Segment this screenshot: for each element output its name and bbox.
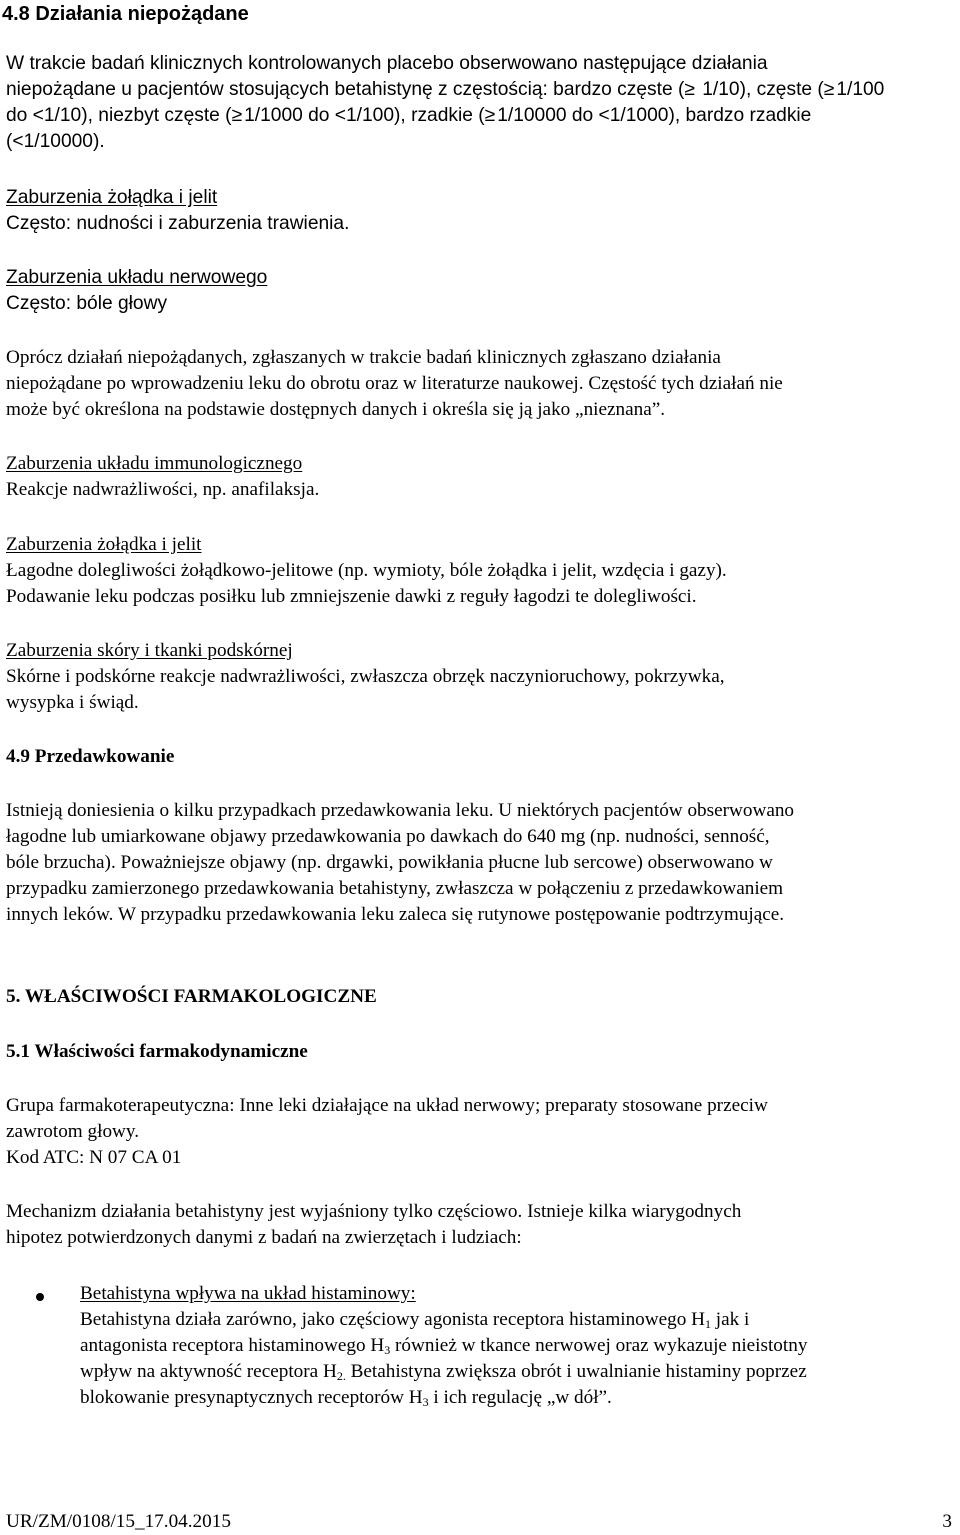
- overdose-line-1: Istnieją doniesienia o kilku przypadkach przedawkowania leku. U niektórych pacjentów obserwowano: [6, 800, 795, 821]
- overdose-line-5: innych leków. W przypadku przedawkowania leku zaleca się rutynowe postępowanie podtrzymujące.: [6, 904, 785, 925]
- nervous-heading: Zaburzenia układu nerwowego: [6, 267, 268, 288]
- group-line-1: Grupa farmakoterapeutyczna: Inne leki działające na układ nerwowy; preparaty stosowane przeciw: [6, 1095, 768, 1116]
- skin-heading: Zaburzenia skóry i tkanki podskórnej: [6, 640, 293, 661]
- post-intro-line-2: niepożądane po wprowadzeniu leku do obrotu oraz w literaturze naukowej. Częstość tych działań nie: [6, 373, 783, 394]
- immuno-text: Reakcje nadwrażliwości, np. anafilaksja.: [6, 479, 320, 500]
- gi-text: Często: nudności i zaburzenia trawienia.: [6, 213, 350, 234]
- bullet-line-3: wpływ na aktywność receptora $H_{2.}$ Betahistyna zwiększa obrót i uwalnianie histaminy poprzez: [80, 1361, 807, 1383]
- skin-text-line-2: wysypka i świąd.: [6, 692, 139, 713]
- bullet-line-4: blokowanie presynaptycznych receptorów $H_3$ i ich regulację „w dół”.: [80, 1387, 612, 1409]
- bullet-dot-icon: [36, 1293, 44, 1301]
- bullet-line-1: Betahistyna działa zarówno, jako częściowy agonista receptora histaminowego $H_1$ jak i: [80, 1309, 750, 1331]
- bullet-heading: Betahistyna wpływa na układ histaminowy:: [80, 1283, 416, 1304]
- mechanism-line-1: Mechanizm działania betahistyny jest wyjaśniony tylko częściowo. Istnieje kilka wiarygodnych: [6, 1201, 742, 1222]
- immuno-heading: Zaburzenia układu immunologicznego: [6, 453, 303, 474]
- gi2-text-line-2: Podawanie leku podczas posiłku lub zmniejszenie dawki z reguły łagodzi te dolegliwości.: [6, 586, 697, 607]
- overdose-line-2: łagodne lub umiarkowane objawy przedawkowania po dawkach do 640 mg (np. nudności, senność,: [6, 826, 770, 847]
- atc-code: Kod ATC: N 07 CA 01: [6, 1147, 182, 1168]
- bullet-line-2: antagonista receptora histaminowego $H_3$ również w tkance nerwowej oraz wykazuje nieistotny: [80, 1335, 808, 1357]
- gi2-heading: Zaburzenia żołądka i jelit: [6, 534, 202, 555]
- section-5-1-title: 5.1 Właściwości farmakodynamiczne: [6, 1041, 308, 1062]
- overdose-line-3: bóle brzucha). Poważniejsze objawy (np. drgawki, powikłania płucne lub sercowe) obserwowano w: [6, 852, 773, 873]
- footer-page-number: 3: [942, 1511, 952, 1532]
- nervous-text: Często: bóle głowy: [6, 293, 168, 314]
- overdose-line-4: przypadku zamierzonego przedawkowania betahistyny, zwłaszcza w połączeniu z przedawkowaniem: [6, 878, 784, 899]
- section-4-8-title: 4.8 Działania niepożądane: [2, 3, 249, 25]
- skin-text-line-1: Skórne i podskórne reakcje nadwrażliwości, zwłaszcza obrzęk naczynioruchowy, pokrzywka,: [6, 666, 725, 687]
- gi-heading: Zaburzenia żołądka i jelit: [6, 187, 218, 208]
- gi2-text-line-1: Łagodne dolegliwości żołądkowo-jelitowe (np. wymioty, bóle żołądka i jelit, wzdęcia i gazy).: [6, 560, 727, 581]
- post-intro-line-3: może być określona na podstawie dostępnych danych i określa się ją jako „nieznana”.: [6, 399, 666, 420]
- intro-line-4: (<1/10000).: [6, 131, 105, 152]
- post-intro-line-1: Oprócz działań niepożądanych, zgłaszanych w trakcie badań klinicznych zgłaszano działania: [6, 347, 721, 368]
- group-line-2: zawrotom głowy.: [6, 1121, 140, 1142]
- footer-document-code: UR/ZM/0108/15_17.04.2015: [6, 1511, 231, 1532]
- intro-line-1: W trakcie badań klinicznych kontrolowanych placebo obserwowano następujące działania: [6, 53, 768, 74]
- mechanism-line-2: hipotez potwierdzonych danymi z badań na zwierzętach i ludziach:: [6, 1227, 522, 1248]
- intro-line-2: niepożądane u pacjentów stosujących betahistynę z częstością: bardzo częste (≥ 1/10), częste (≥ 1/100: [6, 79, 885, 100]
- section-4-9-title: 4.9 Przedawkowanie: [6, 746, 175, 767]
- intro-line-3: do <1/10), niezbyt częste (≥ 1/1000 do <1/100), rzadkie (≥ 1/10000 do <1/1000), bardzo rzadkie: [6, 105, 812, 126]
- section-5-title: 5. WŁAŚCIWOŚCI FARMAKOLOGICZNE: [6, 986, 377, 1007]
